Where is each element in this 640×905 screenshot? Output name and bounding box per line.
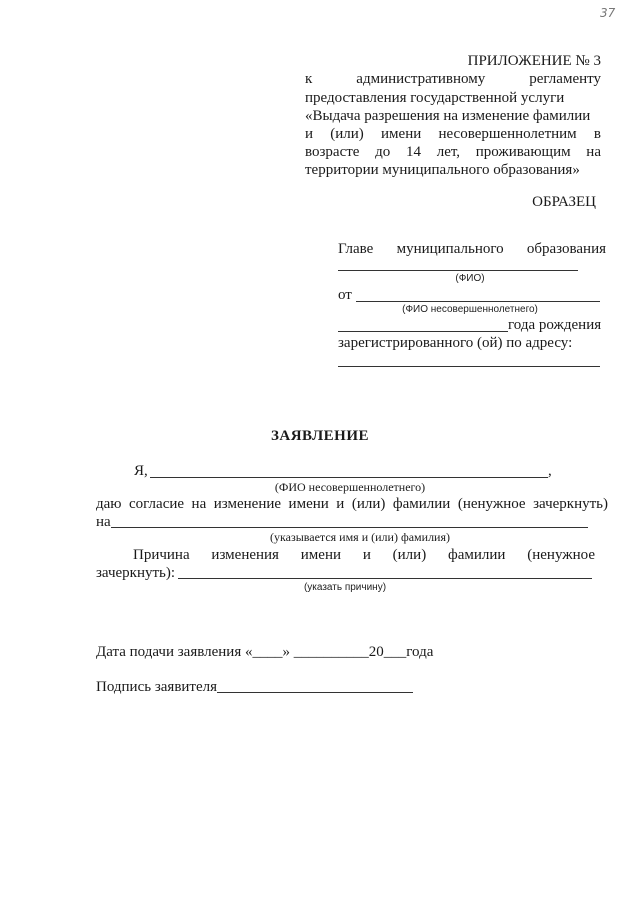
reason-line-2: зачеркнуть): (96, 565, 176, 581)
signature-field[interactable] (217, 692, 413, 693)
submission-date[interactable]: Дата подачи заявления «____» __________20___года (96, 644, 434, 660)
applicant-fio-field[interactable] (150, 477, 548, 478)
signature-label: Подпись заявителя (96, 679, 218, 695)
minor-fio-field[interactable] (356, 301, 600, 302)
minor-fio-caption: (ФИО несовершеннолетнего) (402, 304, 538, 315)
birth-year-label: года рождения (508, 317, 602, 333)
reason-line-1: Причина изменения имени и (или) фамилии (ненужное (133, 547, 595, 563)
i-label: Я, (134, 463, 148, 479)
appendix-title: ПРИЛОЖЕНИЕ № 3 (467, 53, 601, 69)
sample-label: ОБРАЗЕЦ (532, 194, 596, 210)
statement-title: ЗАЯВЛЕНИЕ (270, 428, 370, 444)
from-label: от (338, 287, 352, 303)
addressee-fio-field[interactable] (338, 270, 578, 271)
appendix-line-2: предоставления государственной услуги (305, 90, 565, 106)
registered-address-field[interactable] (338, 366, 600, 367)
consent-text: даю согласие на изменение имени и (или) фамилии (ненужное зачеркнуть) (96, 496, 608, 512)
appendix-line-4: и (или) имени несовершеннолетним в (305, 126, 601, 142)
appendix-line-6: территории муниципального образования» (305, 162, 580, 178)
comma: , (548, 463, 552, 479)
appendix-line-1: к административному регламенту (305, 71, 601, 87)
statement-minor-fio-caption: (ФИО несовершеннолетнего) (274, 480, 426, 494)
addressee-fio-caption: (ФИО) (455, 273, 485, 284)
registered-address-label: зарегистрированного (ой) по адресу: (338, 335, 573, 351)
new-name-field[interactable] (111, 527, 588, 528)
page-number-mark: 37 (600, 6, 616, 20)
appendix-line-5: возрасте до 14 лет, проживающим на (305, 144, 601, 160)
reason-caption: (указать причину) (303, 582, 387, 593)
addressee-to-line: Главе муниципального образования (338, 241, 606, 257)
appendix-line-3: «Выдача разрешения на изменение фамилии (305, 108, 591, 124)
on-label: на (96, 514, 111, 530)
birth-year-field[interactable] (338, 331, 508, 332)
new-name-caption: (указывается имя и (или) фамилия) (270, 530, 450, 544)
reason-field[interactable] (178, 578, 592, 579)
